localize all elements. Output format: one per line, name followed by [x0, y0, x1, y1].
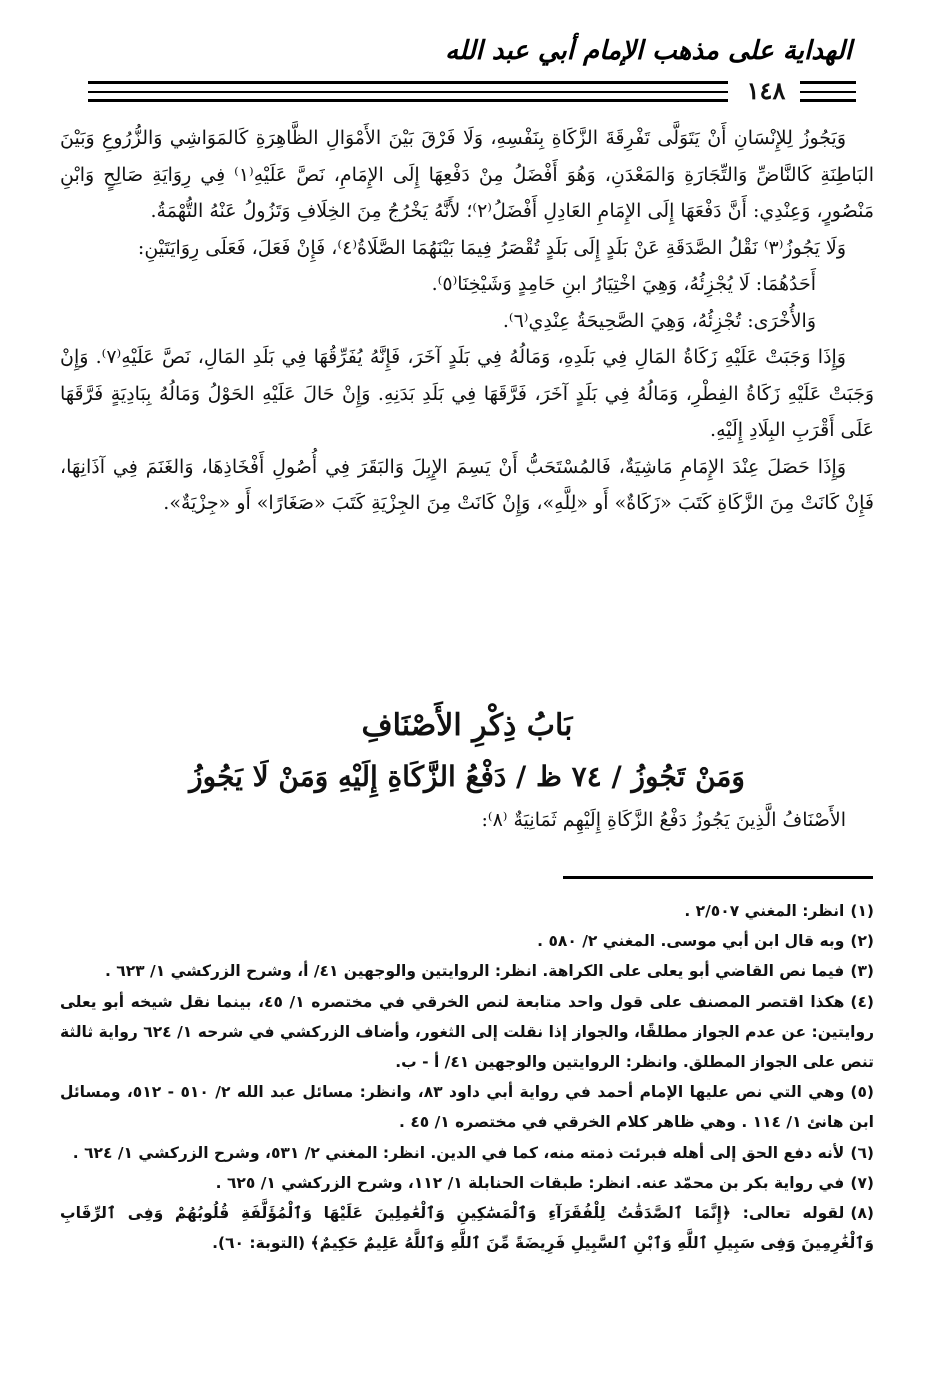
header-rule	[88, 81, 728, 84]
paragraph: وَإِذَا حَصَلَ عِنْدَ الإِمَامِ مَاشِيَةٌ، فَالمُسْتَحَبُّ أَنْ يَسِمَ الإِبِلَ وَالبَقَرَ فِي أُصُولِ أَفْخَاذِهَا، وَالغَنَمَ فِي آذَانِهَا، فَإِنْ كَانَتْ مِنَ الزَّكَاةِ كَتَبَ «زَكَاةٌ» أَو «لِلَّهِ»، وَإِنْ كَانَتْ مِنَ الجِزْيَةِ كَتَبَ «صَغَارًا» أَو «جِزْيَةٌ».	[60, 455, 874, 514]
paragraph: وَلَا يَجُوزُ⁽٣⁾ نَقْلُ الصَّدَقَةِ عَنْ بَلَدٍ إِلَى بَلَدٍ تُقْصَرُ فِيمَا بَيْنَهُمَا الصَّلَاةُ⁽٤⁾، فَإِنْ فَعَلَ، فَعَلَى رِوَايَتَيْنِ:	[137, 236, 846, 259]
footnote	[60, 926, 874, 956]
footnote	[60, 956, 874, 986]
footnote	[60, 1198, 874, 1258]
footnote	[60, 1077, 874, 1137]
footnote-text: وهي التي نص عليها الإمام أحمد في رواية أبي داود ٨٣، وانظر: مسائل عبد الله ٢/ ٥١٠ - ٥١٢، ومسائل ابن هانئ ١/ ١١٤ . وهي ظاهر كلام الخرقي في مختصره ١/ ٤٥ .	[60, 1083, 874, 1132]
chapter-intro: الأَصْنَافُ الَّذِينَ يَجُوزُ دَفْعُ الزَّكَاةِ إِلَيْهِم ثَمَانِيَةٌ ⁽٨⁾:	[481, 809, 846, 831]
paragraph: أَحَدُهُمَا: لَا يُجْزِئُهُ، وَهِيَ اخْتِيَارُ ابنِ حَامِدٍ وَشَيْخِنَا⁽٥⁾.	[431, 273, 816, 295]
header-rule	[88, 99, 728, 102]
chapter-title: بَابُ ذِكْرِ الأَصْنَافِ	[361, 708, 573, 743]
page-number: ١٤٨	[746, 76, 786, 105]
footnote	[60, 1138, 874, 1168]
paragraph: وَيَجُوزُ لِلإِنْسَانِ أَنْ يَتَوَلَّى تَفْرِقَةَ الزَّكَاةِ بِنَفْسِهِ، وَلَا فَرْقَ بَيْنَ الأَمْوَالِ الظَّاهِرَةِ كَالمَوَاشِي وَالزُّرُوعِ وَبَيْنَ البَاطِنَةِ كَالنَّاضِّ وَالتِّجَارَةِ وَالمَعْدَنِ، وَهُوَ أَفْضَلُ مِنْ دَفْعِهَا إِلَى الإِمَامِ، نَصَّ عَلَيْهِ⁽١⁾ فِي رِوَايَةِ صَالِحٍ وَابْنِ مَنْصُورٍ، وَعِنْدِي: أَنَّ دَفْعَهَا إِلَى الإِمَامِ العَادِلِ أَفْضَلُ⁽٢⁾؛ لأَنَّهُ يَخْرُجُ مِنَ الخِلَافِ وَتَزُولُ عَنْهُ التُّهْمَةُ.	[60, 127, 875, 222]
footnote-number: (٧)	[850, 1173, 874, 1192]
header-rule	[800, 81, 856, 84]
footnote-text: هكذا اقتصر المصنف على قول واحد متابعة لنص الخرقي في مختصره ١/ ٤٥، بينما نقل شيخه أبو يعلى روايتين: عن عدم الجواز مطلقًا، والجواز إذا نقلت إلى الثغور، وأضاف الزركشي في شرحه ١/ ٦٢٤ رواية ثالثة تنص على الجواز المطلق. وانظر: الروايتين والوجهين ٤١/ أ - ب.	[60, 992, 875, 1072]
footnote-text: لأنه دفع الحق إلى أهله فبرئت ذمته منه، كما في الدين. انظر: المغني ٢/ ٥٣١، وشرح الزركشي ١/ ٦٢٤ .	[72, 1143, 845, 1162]
footnote	[60, 1168, 874, 1198]
footnote-text: وبه قال ابن أبي موسى. المغني ٢/ ٥٨٠ .	[537, 932, 845, 951]
footnote-number: (٨)	[850, 1204, 874, 1223]
footnote-text: في رواية بكر بن محمّد عنه. انظر: طبقات الحنابلة ١/ ١١٢، وشرح الزركشي ١/ ٦٢٥ .	[215, 1173, 845, 1192]
footnotes	[60, 896, 874, 1258]
footnote-text: لقوله تعالى: ﴿إِنَّمَا ٱلصَّدَقَٰتُ لِلْفُقَرَآءِ وَٱلْمَسَٰكِينِ وَٱلْعَٰمِلِينَ عَلَيْهَا وَٱلْمُؤَلَّفَةِ قُلُوبُهُمْ وَفِى ٱلرِّقَابِ وَٱلْغَٰرِمِينَ وَفِى سَبِيلِ ٱللَّهِ وَٱبْنِ ٱلسَّبِيلِ فَرِيضَةً مِّنَ ٱللَّهِ وَٱللَّهُ عَلِيمٌ حَكِيمٌ﴾ (التوبة: ٦٠).	[60, 1204, 874, 1253]
header-rule	[800, 91, 856, 93]
header-rule	[88, 91, 728, 93]
footnote-number: (١)	[850, 902, 874, 920]
footnote-number: (٥)	[850, 1083, 875, 1102]
footnote	[60, 987, 874, 1078]
running-header-title: الهداية على مذهب الإمام أبي عبد الله	[445, 36, 852, 66]
footnote-number: (٦)	[850, 1143, 874, 1162]
main-text	[60, 120, 874, 522]
header-rule	[800, 99, 856, 102]
paragraph: وَإِذَا وَجَبَتْ عَلَيْهِ زَكَاةُ المَالِ فِي بَلَدِهِ، وَمَالُهُ فِي بَلَدٍ آخَرَ، فَإِنَّهُ يُفَرِّقُهَا فِي بَلَدِ المَالِ، نَصَّ عَلَيْهِ⁽٧⁾. وَإِنْ وَجَبَتْ عَلَيْهِ زَكَاةُ الفِطْرِ، وَمَالُهُ فِي بَلَدٍ آخَرَ، فَرَّقَهَا فِي بَلَدِ بَدَنِهِ. وَإِنْ حَالَ عَلَيْهِ الحَوْلُ وَمَالُهُ بِبَادِيَةٍ فَرَّقَهَا عَلَى أَقْرَبِ البِلَادِ إِلَيْهِ.	[60, 346, 874, 441]
footnote-separator	[563, 876, 873, 879]
paragraph: وَالأُخْرَى: تُجْزِئُهُ، وَهِيَ الصَّحِيحَةُ عِنْدِي⁽٦⁾.	[502, 309, 816, 332]
footnote-text: فيما نص القاضي أبو يعلى على الكراهة. انظر: الروايتين والوجهين ٤١/ أ، وشرح الزركشي ١/ ٦٢٣ .	[104, 962, 845, 981]
footnote-text: انظر: المغني ٢/٥٠٧ .	[684, 902, 845, 920]
chapter-subtitle: وَمَنْ تَجُوزُ / ٧٤ ظ / دَفْعُ الزَّكَاةِ إِلَيْهِ وَمَنْ لَا يَجُوزُ	[189, 760, 745, 793]
footnote-number: (٤)	[850, 992, 875, 1011]
footnote	[60, 896, 874, 926]
footnote-number: (٢)	[850, 932, 874, 951]
footnote-number: (٣)	[850, 962, 874, 981]
chapter-heading	[60, 700, 874, 838]
